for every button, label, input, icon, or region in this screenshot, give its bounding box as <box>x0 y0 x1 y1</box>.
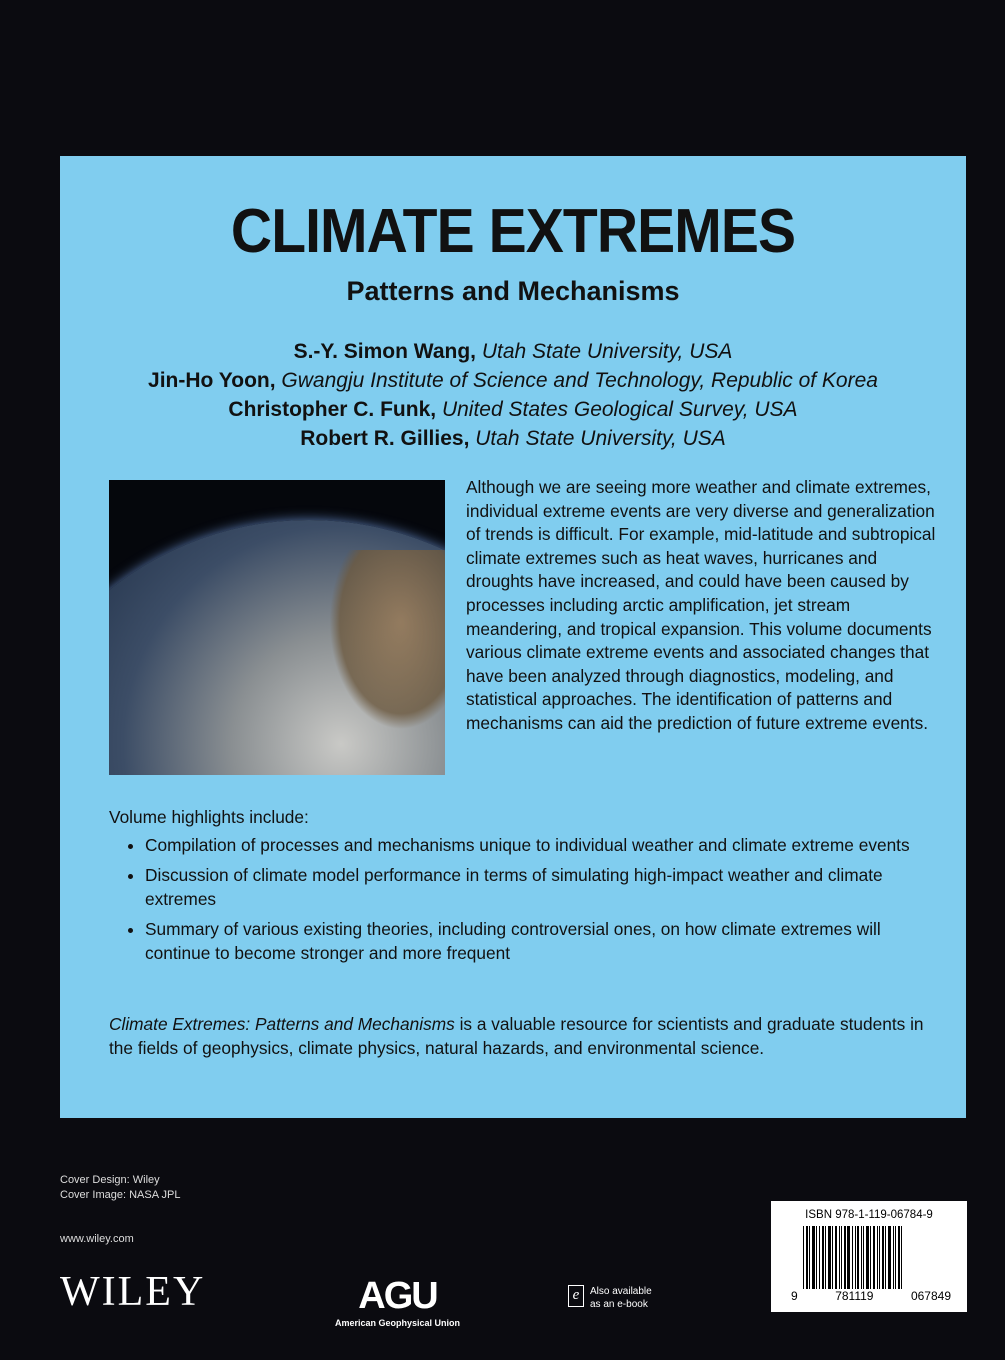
book-subtitle: Patterns and Mechanisms <box>346 276 680 306</box>
author-name: Jin-Ho Yoon, <box>148 369 276 392</box>
highlights-heading: Volume highlights include: <box>109 807 309 827</box>
ebook-notice <box>568 1285 652 1311</box>
barcode-bar <box>861 1226 862 1289</box>
publisher-url[interactable]: www.wiley.com <box>60 1233 134 1245</box>
closing-paragraph <box>109 1013 929 1060</box>
earth-satellite-image <box>109 480 445 775</box>
barcode-bar <box>893 1226 894 1289</box>
barcode-bar <box>806 1226 808 1289</box>
isbn-text: ISBN 978-1-119-06784-9 <box>805 1209 933 1221</box>
barcode-bars <box>803 1226 948 1296</box>
north-america-landmass <box>329 550 445 730</box>
cover-image-credit: Cover Image: NASA JPL <box>60 1189 181 1201</box>
barcode-bar <box>855 1226 856 1289</box>
ebook-line: Also available <box>590 1286 652 1297</box>
barcode-digit-group: 9 <box>791 1289 798 1303</box>
barcode-bar <box>819 1226 820 1289</box>
back-cover-panel <box>60 156 966 1118</box>
author-name: S.-Y. Simon Wang, <box>293 340 476 363</box>
barcode-bar <box>809 1226 810 1289</box>
author-list <box>60 337 966 453</box>
author <box>60 395 966 424</box>
agu-logo <box>335 1275 460 1328</box>
barcode-bar <box>839 1226 840 1289</box>
barcode-bar <box>882 1226 884 1289</box>
barcode-bar <box>832 1226 833 1289</box>
barcode-bar <box>895 1226 896 1289</box>
book-title: CLIMATE EXTREMES <box>230 197 796 266</box>
barcode-bar <box>885 1226 886 1289</box>
barcode-digit-group: 781119 <box>835 1289 874 1303</box>
barcode-bar <box>857 1226 859 1289</box>
author-affiliation: Utah State University, USA <box>481 340 733 363</box>
barcode-bar <box>877 1226 878 1289</box>
barcode-bar <box>852 1226 853 1289</box>
barcode-bar <box>888 1226 891 1289</box>
ebook-icon: e <box>568 1285 584 1307</box>
barcode-bar <box>847 1226 850 1289</box>
barcode-digit-group: 067849 <box>910 1289 951 1303</box>
barcode-bar <box>863 1226 864 1289</box>
highlight-item: • Compilation of processes and mechanisms unique to individual weather and climate extreme events <box>145 834 929 858</box>
author <box>60 366 966 395</box>
author-name: Robert R. Gillies, <box>300 427 470 450</box>
description: Although we are seeing more weather and climate extremes, individual extreme events are very diverse and generalization of trends is difficult. For example, mid-latitude and subtropical climate extremes such as heat waves, hurricanes and droughts have increased, and could have been caused by processes including arctic amplification, jet stream meandering, and tropical expansion. This volume documents various climate extreme events and associated changes that have been analyzed through diagnostics, modeling, and statistical approaches. The identification of patterns and mechanisms can aid the prediction of future extreme events. <box>466 477 936 733</box>
author-name: Christopher C. Funk, <box>228 398 437 421</box>
highlights-section <box>109 806 929 973</box>
highlight-item: • Discussion of climate model performance in terms of simulating high-impact weather and climate extremes <box>145 864 929 911</box>
wiley-logo: WILEY <box>60 1269 206 1315</box>
closing-text: is a valuable resource for scientists and graduate students in the fields of geophysics, climate physics, natural hazards, and environmental science. <box>109 1014 924 1058</box>
isbn-barcode <box>771 1201 967 1312</box>
barcode-bar <box>812 1226 815 1289</box>
barcode-bar <box>898 1226 900 1289</box>
barcode-bar <box>825 1226 826 1289</box>
author-affiliation: Utah State University, USA <box>475 427 726 450</box>
ebook-line: as an e-book <box>590 1299 648 1310</box>
author <box>60 424 966 453</box>
barcode-bar <box>901 1226 902 1289</box>
closing-title: Climate Extremes: Patterns and Mechanisms <box>109 1014 455 1034</box>
barcode-bar <box>844 1226 846 1289</box>
barcode-bar <box>841 1226 842 1289</box>
author-affiliation: United States Geological Survey, USA <box>441 398 798 421</box>
barcode-bar <box>835 1226 837 1289</box>
barcode-bar <box>870 1226 871 1289</box>
cover-credits <box>60 1173 180 1203</box>
author <box>60 337 966 366</box>
agu-logo-text: AGU <box>358 1275 437 1317</box>
barcode-bar <box>803 1226 804 1289</box>
barcode-bar <box>873 1226 875 1289</box>
barcode-bar <box>822 1226 824 1289</box>
highlight-item: • Summary of various existing theories, including controversial ones, on how climate extremes will continue to become stronger and more frequent <box>145 918 929 965</box>
barcode-bar <box>866 1226 869 1289</box>
barcode-digits <box>791 1289 951 1303</box>
author-affiliation: Gwangju Institute of Science and Technology, Republic of Korea <box>281 369 878 392</box>
barcode-bar <box>828 1226 831 1289</box>
agu-name: American Geophysical Union <box>335 1318 461 1328</box>
cover-design-credit: Cover Design: Wiley <box>60 1174 160 1186</box>
barcode-bar <box>816 1226 817 1289</box>
barcode-bar <box>879 1226 880 1289</box>
